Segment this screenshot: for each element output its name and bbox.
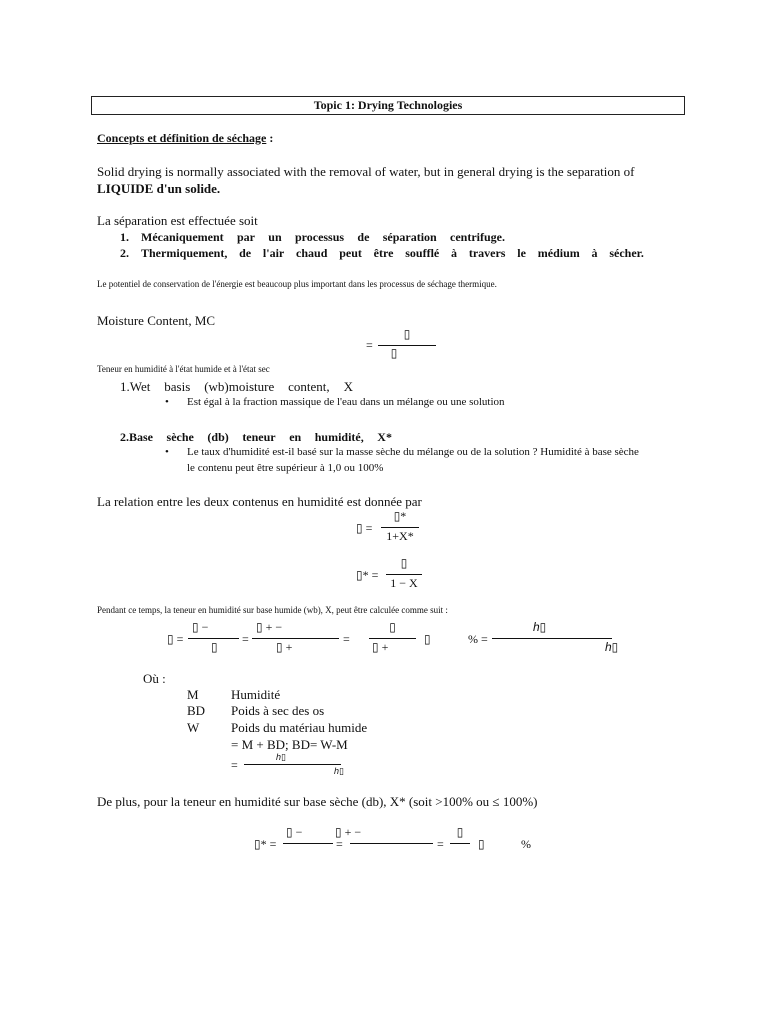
formula2-numerator: ▯: [400, 556, 408, 570]
mc-heading: Moisture Content, MC: [97, 313, 216, 328]
word: Thermiquement,: [141, 246, 228, 260]
def-description: Poids à sec des os: [231, 703, 325, 718]
separation-item-1: [141, 230, 505, 245]
word: peut: [339, 246, 362, 260]
mc-eq: =: [366, 338, 373, 352]
def-symbol: W: [187, 720, 200, 735]
wb-f2-numerator: ▯ + −: [256, 620, 283, 634]
word: content,: [288, 379, 330, 394]
dry-basis-heading: [120, 430, 392, 445]
mc-numerator: ▯: [403, 327, 411, 341]
wb-pct-numerator: h▯: [533, 620, 547, 634]
db-intro: De plus, pour la teneur en humidité sur base sèche (db), X* (soit >100% ou ≤ 100%): [97, 794, 538, 809]
word: humidité,: [314, 430, 364, 444]
wet-basis-bullet: Est égal à la fraction massique de l'eau dans un mélange ou une solution: [187, 396, 505, 408]
relation-text: La relation entre les deux contenus en humidité est donnée par: [97, 494, 422, 509]
formula1-denominator: 1+X*: [386, 529, 414, 543]
wb-formula-lhs: ▯ =: [167, 632, 184, 646]
word: sécher.: [609, 246, 644, 260]
db-f2-fraction-bar: [350, 843, 433, 844]
concepts-colon: :: [266, 131, 274, 145]
db-f3-numerator: ▯: [456, 825, 464, 839]
wb-f2-fraction-bar: [252, 638, 339, 639]
word: de: [239, 246, 252, 260]
def-description: Poids du matériau humide: [231, 720, 368, 735]
db-f3-fraction-bar: [450, 843, 470, 844]
intro-line-2: LIQUIDE d'un solide.: [97, 181, 221, 196]
word: un: [268, 230, 282, 244]
word: chaud: [296, 246, 328, 260]
wb-f2-denominator: ▯ +: [276, 640, 293, 654]
wb-f3-numerator: ▯: [389, 620, 396, 634]
wb-pct-fraction-bar: [492, 638, 612, 639]
word: 2.Base: [120, 430, 153, 444]
bullet-icon: •: [165, 396, 169, 408]
db-pct: %: [521, 837, 531, 851]
concepts-heading: Concepts et définition de séchage: [97, 131, 267, 145]
separation-item-2: [141, 246, 644, 261]
mc-denominator: ▯: [390, 346, 398, 360]
db-eq3: =: [437, 837, 444, 851]
db-tail: ▯: [478, 837, 485, 851]
word: séparation: [382, 230, 437, 244]
formula1-numerator: ▯*: [393, 509, 407, 523]
word: être: [373, 246, 394, 260]
wet-basis-heading: [120, 379, 353, 395]
word: (wb)moisture: [204, 379, 275, 394]
def-symbol: BD: [187, 703, 206, 718]
formula2-fraction-bar: [386, 574, 422, 575]
intro-line-1: Solid drying is normally associated with the removal of water, but in general drying is the separation of: [97, 164, 635, 179]
word: à: [451, 246, 458, 260]
db-f1-numerator: ▯ −: [286, 825, 303, 839]
wb-tail: ▯: [424, 632, 431, 646]
energy-note: Le potentiel de conservation de l'énergie est beaucoup plus important dans les processus de séchage thermique.: [97, 279, 497, 289]
wb-eq2: =: [242, 632, 249, 646]
word: basis: [164, 379, 191, 394]
formula1-fraction-bar: [381, 527, 419, 528]
separation-num-1: 1.: [120, 230, 129, 244]
word: à: [591, 246, 598, 260]
word: travers: [468, 246, 506, 260]
def-equation: = M + BD; BD= W-M: [231, 737, 348, 752]
word: de: [357, 230, 370, 244]
wb-f3-fraction-bar: [369, 638, 416, 639]
def-frac-numerator: h▯: [276, 752, 286, 762]
separation-num-2: 2.: [120, 246, 129, 260]
db-f2-numerator: ▯ + −: [335, 825, 362, 839]
word: teneur: [242, 430, 276, 444]
dry-basis-bullet-line-1: Le taux d'humidité est-il basé sur la masse sèche du mélange ou de la solution ? Humidité à base sèche: [187, 446, 639, 458]
word: soufflé: [405, 246, 440, 260]
pendant-note: Pendant ce temps, la teneur en humidité sur base humide (wb), X, peut être calculée comme suit :: [97, 605, 448, 615]
db-eq2: =: [336, 837, 343, 851]
db-f1-fraction-bar: [283, 843, 333, 844]
bullet-icon: •: [165, 446, 169, 458]
word: (db): [207, 430, 229, 444]
def-symbol: M: [187, 687, 199, 702]
wb-f1-numerator: ▯ −: [192, 620, 209, 634]
word: 1.Wet: [120, 379, 151, 394]
formula2-denominator: 1 − X: [390, 576, 418, 590]
word: centrifuge.: [450, 230, 505, 244]
wb-eq3: =: [343, 632, 350, 646]
word: Mécaniquement: [141, 230, 224, 244]
db-formula-lhs: ▯* =: [254, 837, 277, 851]
separation-intro: La séparation est effectuée soit: [97, 213, 258, 228]
def-frac-bar: [244, 764, 341, 765]
wb-f1-denominator: ▯: [211, 640, 218, 654]
formula2-lhs: ▯* =: [356, 568, 379, 582]
wb-pct-denominator: h▯: [605, 640, 619, 654]
def-description: Humidité: [231, 687, 281, 702]
word: par: [236, 230, 255, 244]
word: l'air: [262, 246, 285, 260]
concepts-heading-row: [97, 131, 273, 146]
word: processus: [294, 230, 345, 244]
word: X*: [377, 430, 392, 444]
page-title: Topic 1: Drying Technologies: [91, 96, 685, 115]
word: sèche: [166, 430, 194, 444]
ou-label: Où :: [143, 671, 166, 686]
wb-f3-denominator: ▯ +: [372, 640, 389, 654]
word: X: [343, 379, 353, 394]
wb-pct-lhs: % =: [468, 632, 488, 646]
formula1-lhs: ▯ =: [356, 521, 373, 535]
wb-f1-fraction-bar: [188, 638, 239, 639]
word: médium: [537, 246, 580, 260]
def-frac-denominator: h▯: [334, 766, 344, 776]
word: en: [289, 430, 302, 444]
def-frac-eq: =: [231, 758, 238, 772]
teneur-note: Teneur en humidité à l'état humide et à l'état sec: [97, 364, 270, 374]
dry-basis-bullet-line-2: le contenu peut être supérieur à 1,0 ou 100%: [187, 462, 384, 474]
word: le: [517, 246, 526, 260]
